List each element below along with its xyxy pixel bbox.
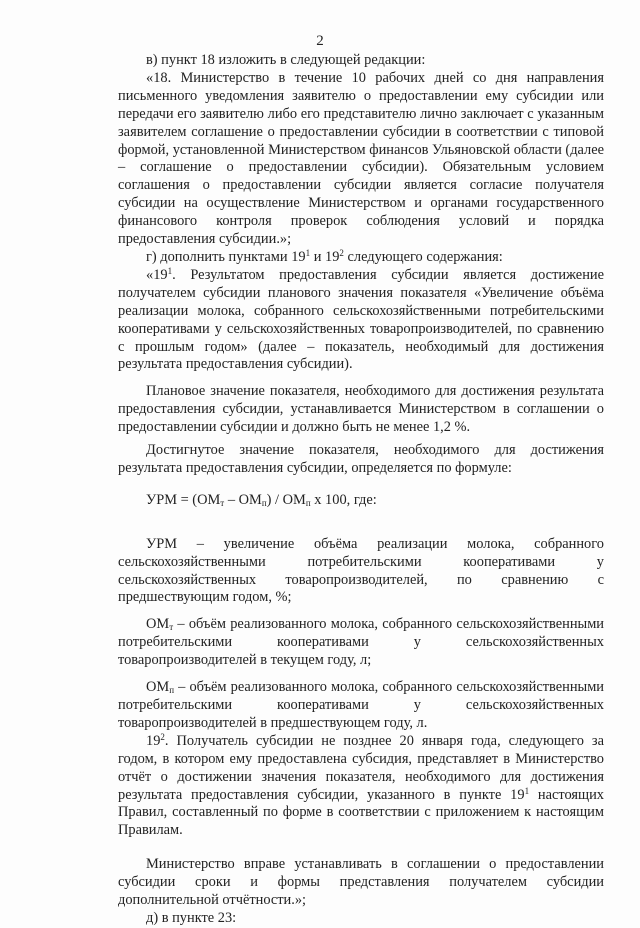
item-d: д) в пункте 23: bbox=[146, 909, 237, 926]
paragraph-19-1: «$19^1$. Результатом предоставления субсидии является достижение получателем субсидии планового значения показателя «Увеличение объёма реализации молока, собранного сельскохозяйственными потребительскими кооперативами у сельскохозяйственных товаропроизводителей, по сравнению с прошлым годом» (далее – показатель, необходимый для достижения результата предоставления субсидии). bbox=[118, 265, 604, 373]
paragraph-18: «18. Министерство в течение 10 рабочих дней со дня направления письменного уведомления заявителю о предоставлении ему субсидии или передачи его заявителю либо его представителю лично заключает с указанным заявителем соглашение о предоставлении субсидии в соответствии с типовой формой, установленной Министерством финансов Ульяновской области (далее – соглашение о предоставлении субсидии). Обязательным условием соглашения о предоставлении субсидии является согласие получателя субсидии на осуществление Министерством и органами государственного финансового контроля проверок соблюдения условий и порядка предоставления субсидии.»; bbox=[118, 69, 605, 248]
page-number: 2 bbox=[316, 33, 324, 49]
document-body bbox=[118, 52, 604, 928]
paragraph-achieved-value: Достигнутое значение показателя, необходимого для достижения результата предоставления субсидии, определяется по формуле: bbox=[118, 442, 604, 476]
definition-omp: $ОМ_п$ – объём реализованного молока, собранного сельскохозяйственными потребительскими кооперативами у сельскохозяйственных товаропроизводителей в предшествующем году, л. bbox=[118, 679, 604, 731]
item-g: г) дополнить пунктами $19^1$ и $19^2$ следующего содержания: bbox=[146, 247, 503, 265]
definition-urm: УРМ – увеличение объёма реализации молока, собранного сельскохозяйственными потребительскими кооперативами у сельскохозяйственных товаропроизводителей, по сравнению с предшествующим годом, %; bbox=[118, 535, 604, 606]
paragraph-19-2: $19^2$. Получатель субсидии не позднее 20 января года, следующего за годом, в котором ему предоставлена субсидия, представляет в Министерство отчёт о достижении значения показателя, необходимого для достижения результата предоставления субсидии, указанного в пункте $19^1$ настоящих Правил, составленный по форме в соответствии с приложением к настоящим Правилам. bbox=[118, 731, 604, 839]
paragraph-ministry-right: Министерство вправе устанавливать в соглашении о предоставлении субсидии сроки и формы представления получателем субсидии дополнительной отчётности.»; bbox=[118, 856, 604, 909]
formula: УРМ = $(ОМ_т - ОМ_п) / ОМ_п$ х 100, где: bbox=[146, 491, 377, 508]
definition-omt: $ОМ_т$ – объём реализованного молока, собранного сельскохозяйственными потребительскими кооперативами у сельскохозяйственных товаропроизводителей в текущем году, л; bbox=[118, 616, 604, 669]
item-v: в) пункт 18 изложить в следующей редакции: bbox=[146, 52, 426, 68]
paragraph-plan-value: Плановое значение показателя, необходимого для достижения результата предоставления субсидии, устанавливается Министерством в соглашении о предоставлении субсидии и должно быть не менее 1,2 %. bbox=[118, 383, 604, 436]
